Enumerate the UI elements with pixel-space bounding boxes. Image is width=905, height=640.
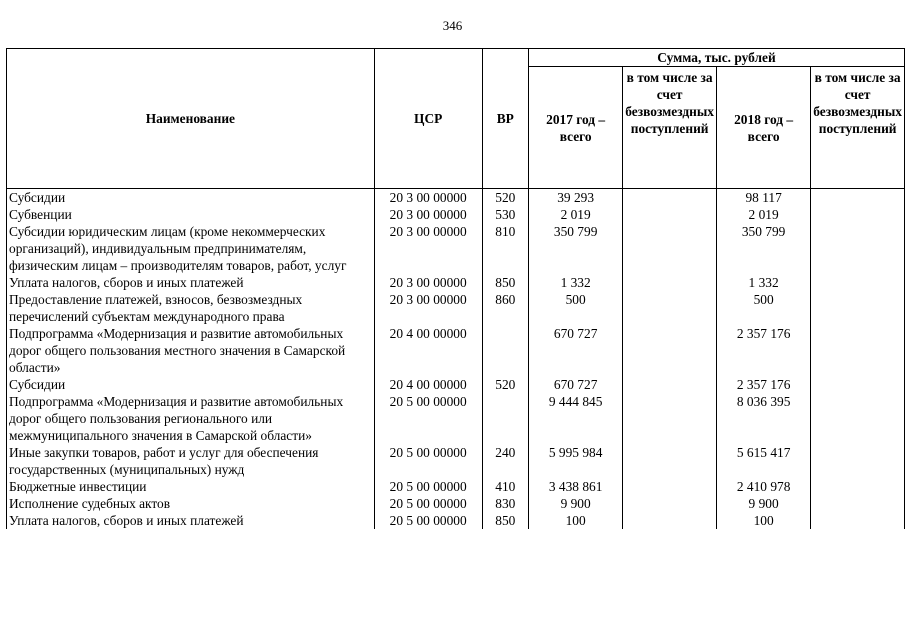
row-name: Подпрограмма «Модернизация и развитие автомобильных дорог общего пользования местного значения в Самарской области» xyxy=(7,325,375,376)
header-2017-free: в том числе за счет безвозмездных поступлений xyxy=(623,67,717,189)
row-csr: 20 4 00 00000 xyxy=(374,325,482,376)
row-2018-total: 8 036 395 xyxy=(716,393,810,444)
header-csr: ЦСР xyxy=(374,49,482,189)
row-2018-total: 5 615 417 xyxy=(716,444,810,478)
row-2018-total: 2 357 176 xyxy=(716,325,810,376)
row-2017-total: 5 995 984 xyxy=(529,444,623,478)
row-vr: 830 xyxy=(482,495,528,512)
row-2017-total: 350 799 xyxy=(529,223,623,274)
row-vr: 410 xyxy=(482,478,528,495)
row-2018-total: 1 332 xyxy=(716,274,810,291)
row-2018-total: 9 900 xyxy=(716,495,810,512)
row-2017-free xyxy=(623,223,717,274)
row-2017-free xyxy=(623,495,717,512)
row-2017-free xyxy=(623,291,717,325)
table-header xyxy=(7,49,905,189)
row-csr: 20 5 00 00000 xyxy=(374,478,482,495)
table-row xyxy=(7,393,905,444)
table-row xyxy=(7,325,905,376)
row-2017-total: 500 xyxy=(529,291,623,325)
table-row xyxy=(7,291,905,325)
row-2017-free xyxy=(623,478,717,495)
table-row xyxy=(7,512,905,529)
row-csr: 20 5 00 00000 xyxy=(374,512,482,529)
row-csr: 20 4 00 00000 xyxy=(374,376,482,393)
row-2018-free xyxy=(811,393,905,444)
row-2017-free xyxy=(623,206,717,223)
header-sum-group: Сумма, тыс. рублей xyxy=(529,49,905,67)
row-vr: 520 xyxy=(482,189,528,207)
row-name: Субсидии юридическим лицам (кроме некоммерческих организаций), индивидуальным предпринимателям, физическим лицам – производителям товаров, работ, услуг xyxy=(7,223,375,274)
header-2018-total: 2018 год – всего xyxy=(716,67,810,189)
row-2017-total: 670 727 xyxy=(529,325,623,376)
row-2018-free xyxy=(811,223,905,274)
row-2017-free xyxy=(623,274,717,291)
row-2018-total: 100 xyxy=(716,512,810,529)
row-vr: 850 xyxy=(482,274,528,291)
row-csr: 20 5 00 00000 xyxy=(374,393,482,444)
header-name: Наименование xyxy=(7,49,375,189)
row-2017-total: 670 727 xyxy=(529,376,623,393)
row-vr xyxy=(482,325,528,376)
row-2018-total: 350 799 xyxy=(716,223,810,274)
table-row xyxy=(7,189,905,207)
budget-table xyxy=(6,48,905,529)
row-2017-total: 9 444 845 xyxy=(529,393,623,444)
row-2017-free xyxy=(623,393,717,444)
row-2018-total: 2 019 xyxy=(716,206,810,223)
row-2018-free xyxy=(811,495,905,512)
page-number: 346 xyxy=(442,18,463,33)
row-vr xyxy=(482,393,528,444)
row-vr: 520 xyxy=(482,376,528,393)
row-name: Бюджетные инвестиции xyxy=(7,478,375,495)
row-2018-total: 500 xyxy=(716,291,810,325)
row-2018-free xyxy=(811,478,905,495)
row-csr: 20 3 00 00000 xyxy=(374,223,482,274)
row-csr: 20 3 00 00000 xyxy=(374,274,482,291)
row-2018-total: 98 117 xyxy=(716,189,810,207)
table-row xyxy=(7,444,905,478)
row-2017-total: 1 332 xyxy=(529,274,623,291)
row-2018-free xyxy=(811,206,905,223)
row-2018-free xyxy=(811,444,905,478)
row-2018-free xyxy=(811,376,905,393)
row-name: Иные закупки товаров, работ и услуг для обеспечения государственных (муниципальных) нужд xyxy=(7,444,375,478)
row-2018-free xyxy=(811,291,905,325)
row-vr: 860 xyxy=(482,291,528,325)
row-name: Исполнение судебных актов xyxy=(7,495,375,512)
header-vr: ВР xyxy=(482,49,528,189)
row-2017-free xyxy=(623,512,717,529)
row-name: Предоставление платежей, взносов, безвозмездных перечислений субъектам международного права xyxy=(7,291,375,325)
row-csr: 20 3 00 00000 xyxy=(374,189,482,207)
row-name: Субвенции xyxy=(7,206,375,223)
row-name: Уплата налогов, сборов и иных платежей xyxy=(7,274,375,291)
row-csr: 20 3 00 00000 xyxy=(374,206,482,223)
row-2017-total: 100 xyxy=(529,512,623,529)
table-row xyxy=(7,495,905,512)
row-2018-free xyxy=(811,325,905,376)
row-csr: 20 5 00 00000 xyxy=(374,495,482,512)
table-row xyxy=(7,274,905,291)
row-csr: 20 3 00 00000 xyxy=(374,291,482,325)
table-row xyxy=(7,376,905,393)
row-2018-free xyxy=(811,189,905,207)
row-2017-total: 3 438 861 xyxy=(529,478,623,495)
row-vr: 240 xyxy=(482,444,528,478)
row-2017-total: 39 293 xyxy=(529,189,623,207)
table-row xyxy=(7,206,905,223)
row-vr: 530 xyxy=(482,206,528,223)
table-body xyxy=(7,189,905,530)
row-2018-free xyxy=(811,512,905,529)
row-2018-total: 2 357 176 xyxy=(716,376,810,393)
row-2017-free xyxy=(623,189,717,207)
row-name: Уплата налогов, сборов и иных платежей xyxy=(7,512,375,529)
header-2017-total: 2017 год – всего xyxy=(529,67,623,189)
row-vr: 850 xyxy=(482,512,528,529)
row-2017-total: 9 900 xyxy=(529,495,623,512)
table-row xyxy=(7,223,905,274)
row-name: Подпрограмма «Модернизация и развитие автомобильных дорог общего пользования регионального или межмуниципального значения в Самарской области» xyxy=(7,393,375,444)
row-vr: 810 xyxy=(482,223,528,274)
row-2017-free xyxy=(623,444,717,478)
row-name: Субсидии xyxy=(7,189,375,207)
header-2018-free: в том числе за счет безвозмездных поступлений xyxy=(811,67,905,189)
table-row xyxy=(7,478,905,495)
row-2017-free xyxy=(623,325,717,376)
row-2018-total: 2 410 978 xyxy=(716,478,810,495)
row-csr: 20 5 00 00000 xyxy=(374,444,482,478)
row-2017-total: 2 019 xyxy=(529,206,623,223)
row-name: Субсидии xyxy=(7,376,375,393)
row-2018-free xyxy=(811,274,905,291)
row-2017-free xyxy=(623,376,717,393)
